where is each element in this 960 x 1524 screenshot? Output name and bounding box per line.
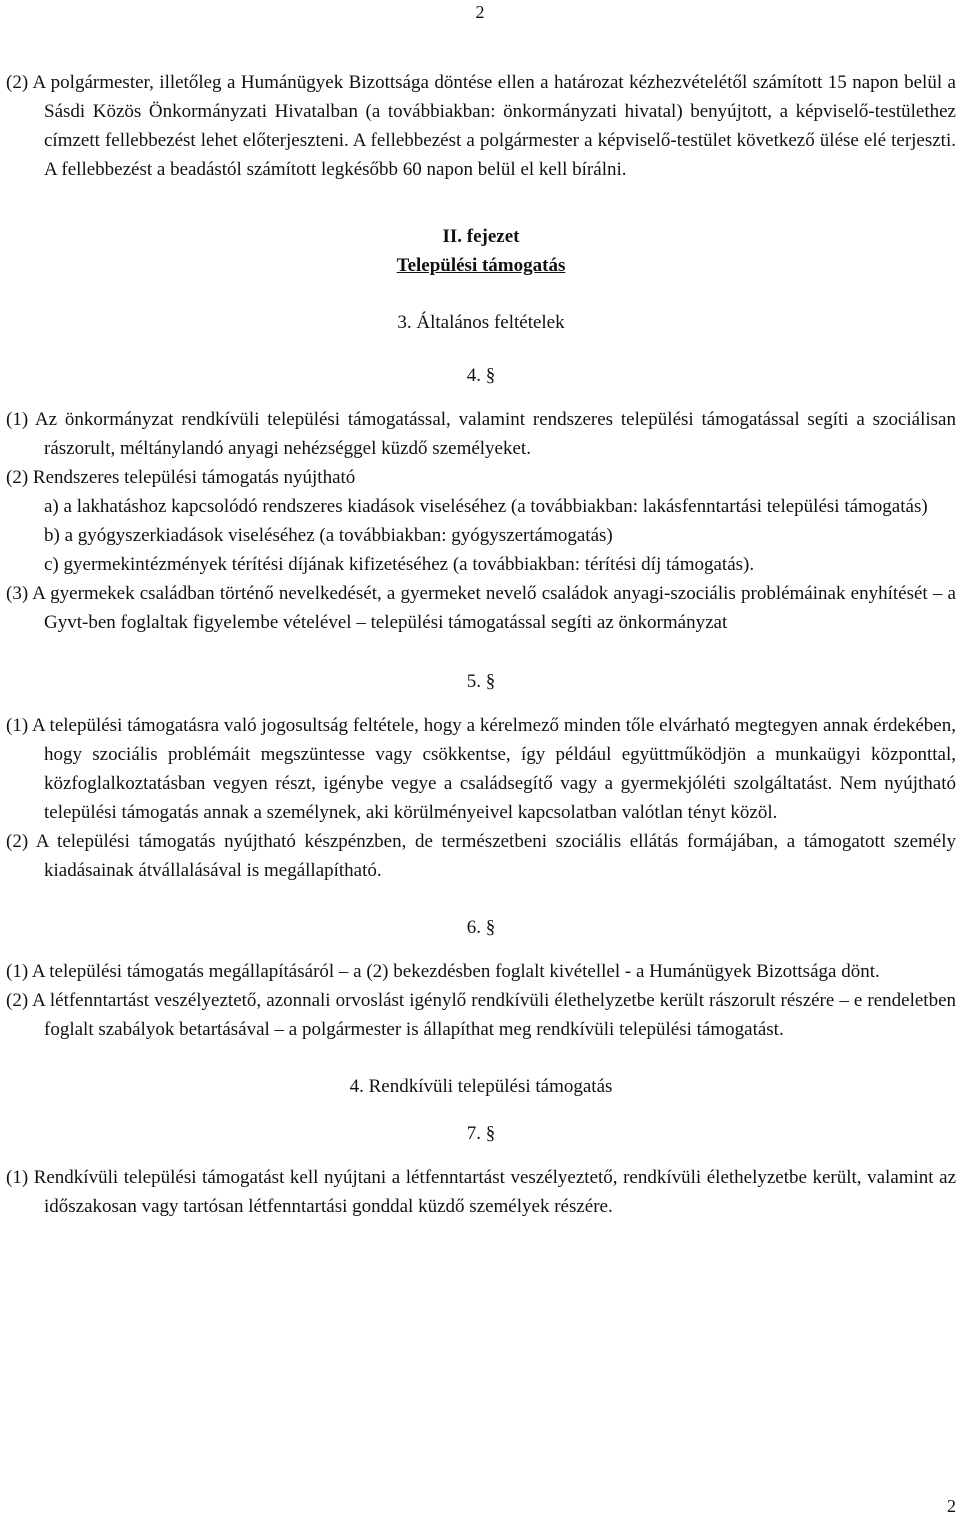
paragraph-6-2: (2) A létfenntartást veszélyeztető, azonnali orvoslást igénylő rendkívüli élethelyzetbe került rászorult részére – e rendeletben foglalt szabályok betartásával – a polgármester is állapíthat meg rendkívüli települési támogatást. — [6, 990, 956, 1040]
chapter-number: II. fejezet — [442, 226, 520, 247]
document-body — [6, 68, 956, 1221]
paragraph-5-1: (1) A települési támogatásra való jogosultság feltétele, hogy a kérelmező minden tőle elvárható megtegyen annak érdekében, hogy szociális problémáit megszüntesse vagy csökkentse, így például együttműködjön a munkaügyi központtal, közfoglalkoztatásban vegyen részt, igénybe vegye a családsegítő vagy a gyermekjóléti szolgáltatást. Nem nyújtható települési támogatás annak a személynek, aki körülményeivel kapcsolatban valótlan tényt közöl. — [6, 715, 956, 823]
paragraph-4-2: (2) Rendszeres települési támogatás nyújtható — [6, 467, 356, 488]
paragraph-5-2: (2) A települési támogatás nyújtható készpénzben, de természetbeni szociális ellátás formájában, a támogatott személy kiadásainak átvállalásával is megállapítható. — [6, 831, 956, 881]
paragraph-mark-5: 5. § — [466, 671, 496, 692]
paragraph-3-2: (2) A polgármester, illetőleg a Humánügyek Bizottsága döntése ellen a határozat kézhezvételétől számított 15 napon belül a Sásdi Közös Önkormányzati Hivatalban (a továbbiakban: önkormányzati hivatal) benyújtott, a képviselő-testülethez címzett fellebbezést lehet előterjeszteni. A fellebbezést a polgármester a képviselő-testület következő ülése elé terjeszti. A fellebbezést a beadástól számított legkésőbb 60 napon belül el kell bírálni. — [6, 72, 956, 180]
paragraph-mark-7: 7. § — [466, 1123, 496, 1144]
paragraph-7-1: (1) Rendkívüli települési támogatást kell nyújtani a létfenntartást veszélyeztető, rendkívüli élethelyzetbe került, valamint az időszakosan vagy tartósan létfenntartási gonddal küzdő személyek részére. — [6, 1167, 956, 1217]
paragraph-6-1: (1) A települési támogatás megállapításáról – a (2) bekezdésben foglalt kivétellel - a Humánügyek Bizottsága dönt. — [6, 961, 880, 982]
chapter-title: Települési támogatás — [396, 255, 566, 276]
section-heading-4: 4. Rendkívüli települési támogatás — [349, 1076, 613, 1097]
paragraph-4-2-c: c) gyermekintézmények térítési díjának kifizetéséhez (a továbbiakban: térítési díj támogatás). — [44, 554, 755, 575]
paragraph-4-2-a: a) a lakhatáshoz kapcsolódó rendszeres kiadások viseléséhez (a továbbiakban: lakásfenntartási települési támogatás) — [44, 496, 928, 517]
paragraph-4-1: (1) Az önkormányzat rendkívüli települési támogatással, valamint rendszeres települési támogatással segíti a szociálisan rászorult, méltánylandó anyagi nehézséggel küzdő személyeket. — [6, 409, 956, 459]
paragraph-4-2-b: b) a gyógyszerkiadások viseléséhez (a továbbiakban: gyógyszertámogatás) — [44, 525, 613, 546]
paragraph-mark-4: 4. § — [466, 365, 496, 386]
page-number-bottom: 2 — [947, 1496, 956, 1516]
paragraph-mark-6: 6. § — [466, 917, 496, 938]
section-heading-3: 3. Általános feltételek — [397, 312, 565, 333]
paragraph-4-3: (3) A gyermekek családban történő nevelkedését, a gyermeket nevelő családok anyagi-szociális problémáinak enyhítését – a Gyvt-ben foglaltak figyelembe vételével – települési támogatással segíti az önkormányzat — [6, 583, 956, 633]
page-number-top: 2 — [475, 2, 485, 22]
